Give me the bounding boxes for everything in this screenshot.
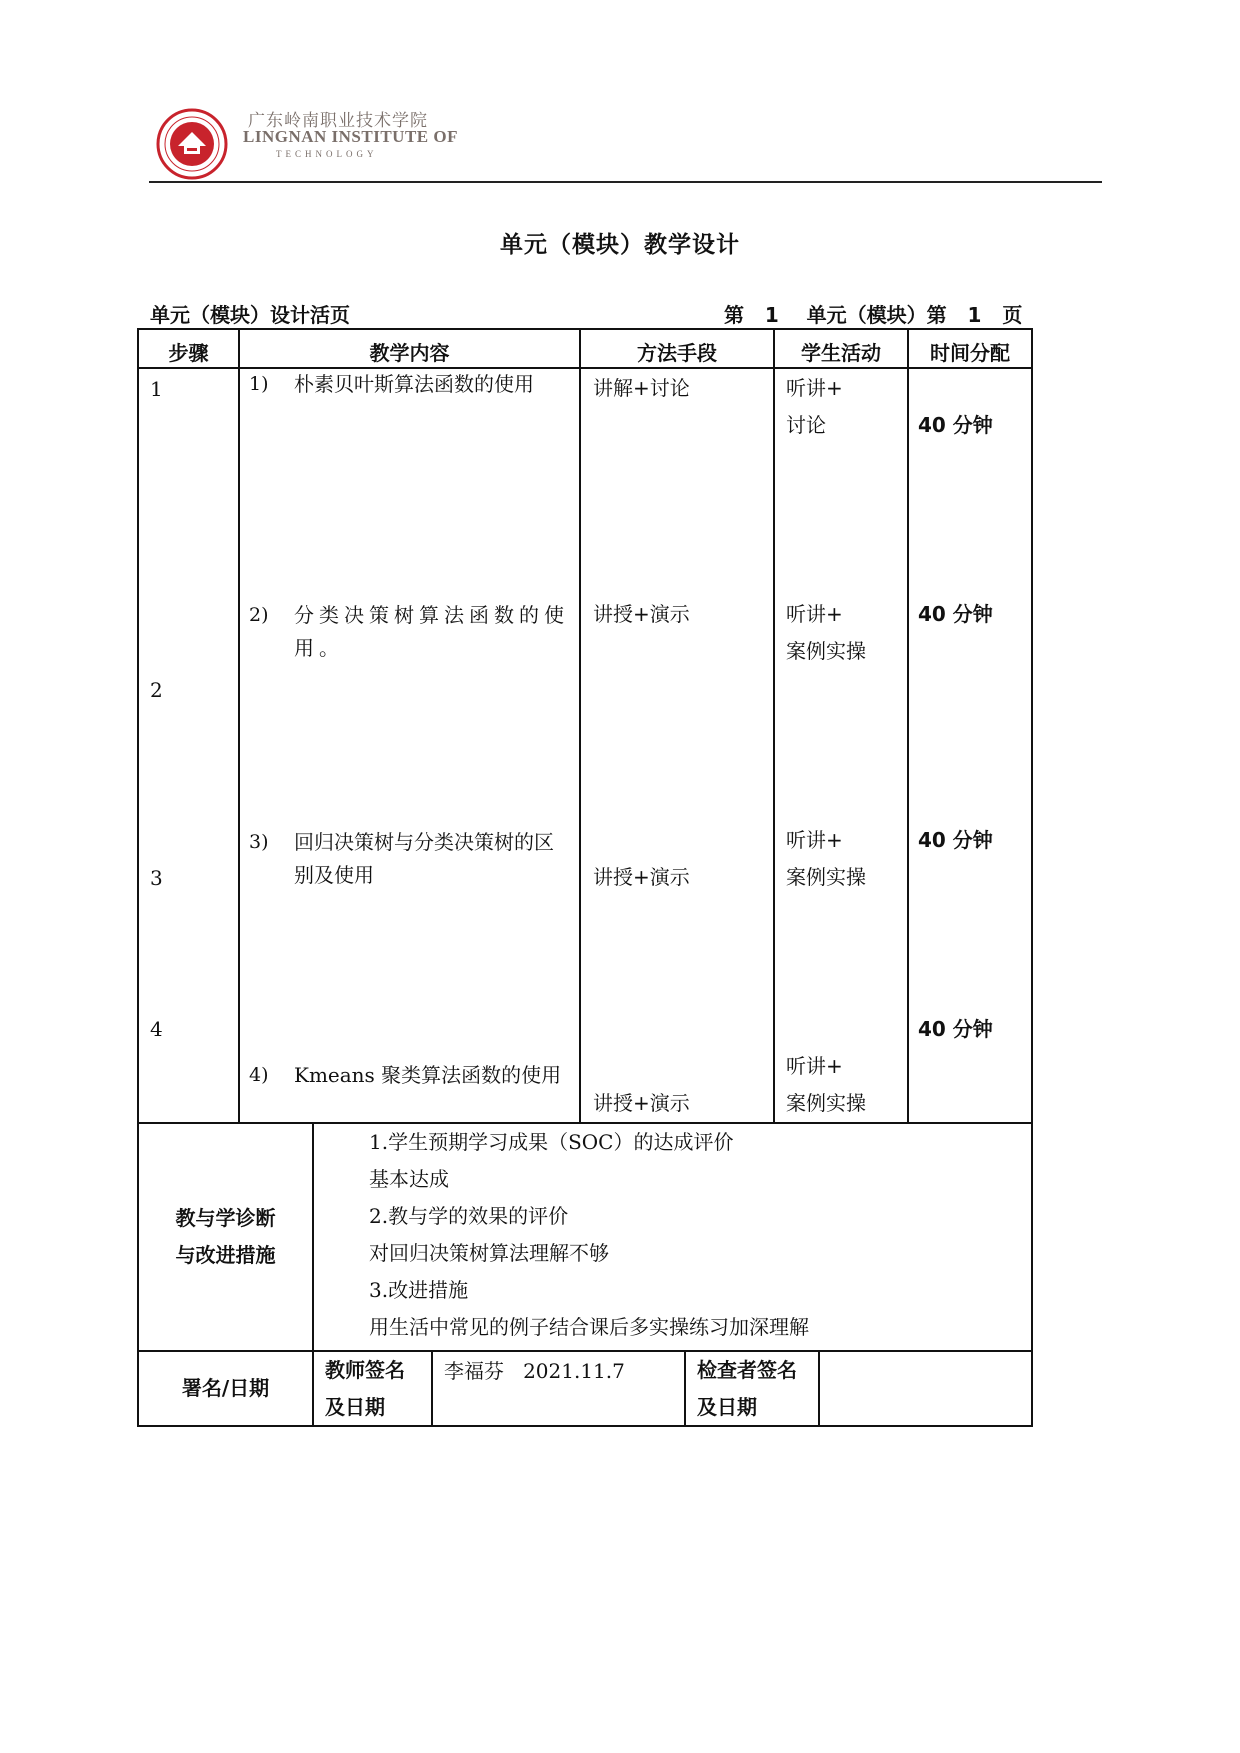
header-method: 方法手段 <box>637 341 717 365</box>
diagnosis-line: 对回归决策树算法理解不够 <box>369 1241 609 1265</box>
diagnosis-line: 2.教与学的效果的评价 <box>369 1204 569 1228</box>
content-text: 回归决策树与分类决策树的区别及使用 <box>294 830 554 887</box>
time-text: 40 分钟 <box>918 1017 993 1041</box>
step-number: 1 <box>150 377 163 401</box>
header-time: 时间分配 <box>930 341 1010 365</box>
content-index: 1) <box>249 373 269 395</box>
content-text: 分类决策树算法函数的使用。 <box>294 603 569 660</box>
diagnosis-label: 与改进措施 <box>175 1243 276 1267</box>
diagnosis-line: 1.学生预期学习成果（SOC）的达成评价 <box>369 1130 734 1154</box>
content-text: 朴素贝叶斯算法函数的使用 <box>294 372 534 396</box>
content-text: Kmeans 聚类算法函数的使用 <box>294 1063 562 1087</box>
document-title: 单元（模块）教学设计 <box>500 232 740 258</box>
header-rule <box>149 181 1102 183</box>
diagnosis-line: 基本达成 <box>369 1167 449 1191</box>
step-number: 3 <box>150 866 163 890</box>
method-text: 讲授+演示 <box>593 1091 690 1115</box>
time-text: 40 分钟 <box>918 602 993 626</box>
method-text: 讲解+讨论 <box>593 376 690 400</box>
teacher-signature-label: 及日期 <box>325 1395 385 1419</box>
header-step: 步骤 <box>168 341 209 365</box>
diagnosis-line: 3.改进措施 <box>369 1278 469 1302</box>
step-number: 2 <box>150 678 163 702</box>
step-number: 4 <box>150 1017 163 1041</box>
activity-line: 听讲+ <box>786 602 843 626</box>
content-index: 2) <box>249 604 269 626</box>
teacher-signature-label: 教师签名 <box>325 1358 405 1382</box>
content-index: 4) <box>249 1064 269 1086</box>
activity-line: 讨论 <box>786 413 826 437</box>
activity-line: 听讲+ <box>786 828 843 852</box>
checker-signature-label: 及日期 <box>697 1395 757 1419</box>
method-text: 讲授+演示 <box>593 865 690 889</box>
institution-seal-logo <box>156 108 228 180</box>
teacher-signature-value: 李福芬 2021.11.7 <box>444 1359 625 1383</box>
header-content: 教学内容 <box>369 341 450 365</box>
time-text: 40 分钟 <box>918 828 993 852</box>
activity-line: 案例实操 <box>786 1091 866 1115</box>
diagnosis-label: 教与学诊断 <box>175 1206 276 1230</box>
activity-line: 听讲+ <box>786 376 843 400</box>
activity-line: 案例实操 <box>786 639 866 663</box>
time-text: 40 分钟 <box>918 413 993 437</box>
subtitle-right: 第 1 单元（模块）第 1 页 <box>724 303 1023 327</box>
method-text: 讲授+演示 <box>593 602 690 626</box>
signature-label: 署名/日期 <box>181 1376 270 1400</box>
institution-name-en-2: TECHNOLOGY <box>276 149 378 159</box>
activity-line: 案例实操 <box>786 865 866 889</box>
diagnosis-line: 用生活中常见的例子结合课后多实操练习加深理解 <box>369 1315 809 1339</box>
content-index: 3) <box>249 831 269 853</box>
institution-name-cn: 广东岭南职业技术学院 <box>248 111 428 131</box>
institution-name-en: LINGNAN INSTITUTE OF <box>243 127 458 146</box>
subtitle-left: 单元（模块）设计活页 <box>150 303 350 327</box>
activity-line: 听讲+ <box>786 1054 843 1078</box>
header-activity: 学生活动 <box>801 341 881 365</box>
checker-signature-label: 检查者签名 <box>697 1358 797 1382</box>
